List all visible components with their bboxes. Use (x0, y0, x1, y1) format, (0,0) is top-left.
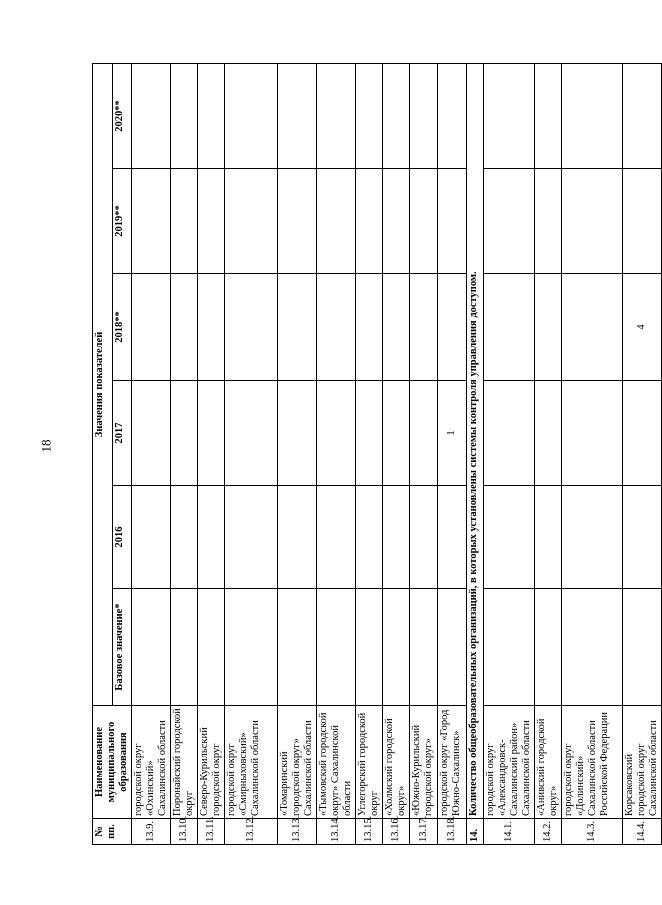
header-col-2017: 2017 (112, 381, 132, 486)
table-row (317, 63, 356, 844)
table-row (562, 63, 623, 844)
row-number: 13.15. (356, 819, 383, 845)
value-cell (225, 169, 278, 274)
municipality-name: Углегорский городской округ (356, 706, 383, 819)
value-cell (623, 589, 662, 706)
value-cell (132, 63, 171, 168)
table-row (383, 63, 410, 844)
value-cell (278, 589, 317, 706)
table-row (410, 63, 438, 844)
table-row (438, 63, 467, 844)
header-name: Наименование муниципального образования (93, 706, 132, 819)
header-col-2018: 2018** (112, 274, 132, 381)
value-cell (356, 486, 383, 589)
page-number: 18 (38, 439, 54, 453)
value-cell (356, 274, 383, 381)
value-cell (171, 63, 198, 168)
header-col-2019: 2019** (112, 169, 132, 274)
value-cell (410, 63, 438, 168)
value-cell (278, 381, 317, 486)
row-number: 13.13. (278, 819, 317, 845)
value-cell (535, 274, 562, 381)
table-row (623, 63, 662, 844)
municipality-name: «Южно-Курильский городской округ» (410, 706, 438, 819)
value-cell (438, 169, 467, 274)
value-cell (623, 63, 662, 168)
value-cell (171, 486, 198, 589)
municipality-name: «Тымовский городской округ» Сахалинской области (317, 706, 356, 819)
value-cell (562, 274, 623, 381)
municipality-name: городской округ «Александровск-Сахалинский район» Сахалинской области (484, 706, 535, 819)
value-cell (410, 381, 438, 486)
value-cell (438, 274, 467, 381)
value-cell (198, 63, 225, 168)
municipality-name: «Анивский городской округ» (535, 706, 562, 819)
municipality-name: Корсаковский городской округ Сахалинской области (623, 706, 662, 819)
row-number: 13.12. (225, 819, 278, 845)
value-cell (562, 589, 623, 706)
value-cell (132, 274, 171, 381)
value-cell (562, 486, 623, 589)
row-number: 13.18. (438, 819, 467, 845)
row-number: 13.16. (383, 819, 410, 845)
municipality-name: городской округ «Охинский» Сахалинской области (132, 706, 171, 819)
header-col-2020: 2020** (112, 63, 132, 168)
value-cell (132, 589, 171, 706)
value-cell (562, 169, 623, 274)
value-cell (278, 169, 317, 274)
value-cell (383, 381, 410, 486)
table-row (484, 63, 535, 844)
value-cell (438, 63, 467, 168)
value-cell (171, 381, 198, 486)
municipality-name: «Холмский городской округ» (383, 706, 410, 819)
row-number: 14.1. (484, 819, 535, 845)
row-number: 13.9. (132, 819, 171, 845)
table-row (225, 63, 278, 844)
value-cell (198, 274, 225, 381)
value-cell (438, 589, 467, 706)
value-cell (198, 381, 225, 486)
value-cell (356, 589, 383, 706)
value-cell (383, 63, 410, 168)
indicator-table (92, 63, 662, 845)
table-row (535, 63, 562, 844)
value-cell (317, 63, 356, 168)
table-row (171, 63, 198, 844)
rotated-table-container (92, 64, 659, 845)
value-cell: 1 (438, 381, 467, 486)
row-number: 13.14. (317, 819, 356, 845)
value-cell (410, 274, 438, 381)
value-cell (278, 274, 317, 381)
value-cell (562, 381, 623, 486)
value-cell (278, 63, 317, 168)
value-cell (317, 274, 356, 381)
row-number: 14.3. (562, 819, 623, 845)
value-cell (535, 169, 562, 274)
value-cell (317, 486, 356, 589)
municipality-name: Северо-Курильский городской округ (198, 706, 225, 819)
value-cell (484, 381, 535, 486)
value-cell (225, 274, 278, 381)
value-cell (623, 486, 662, 589)
table-row (356, 63, 383, 844)
value-cell (198, 589, 225, 706)
value-cell (410, 486, 438, 589)
value-cell (278, 486, 317, 589)
value-cell (438, 486, 467, 589)
value-cell (623, 169, 662, 274)
value-cell (225, 486, 278, 589)
value-cell (484, 486, 535, 589)
value-cell (171, 274, 198, 381)
value-cell (484, 169, 535, 274)
value-cell (317, 169, 356, 274)
value-cell (317, 589, 356, 706)
value-cell (356, 63, 383, 168)
municipality-name: «Томаринский городской округ» Сахалинской области (278, 706, 317, 819)
value-cell (535, 63, 562, 168)
value-cell (484, 274, 535, 381)
value-cell (356, 169, 383, 274)
table-row (278, 63, 317, 844)
value-cell (317, 381, 356, 486)
value-cell (225, 589, 278, 706)
table-row (132, 63, 171, 844)
value-cell (356, 381, 383, 486)
value-cell (535, 381, 562, 486)
section-title: Количество общеобразовательных организаций, в которых установлены системы контроля управления доступом. (467, 63, 484, 818)
value-cell (535, 486, 562, 589)
value-cell: 4 (623, 274, 662, 381)
municipality-name: городской округ «Смирныховский» Сахалинской области (225, 706, 278, 819)
value-cell (225, 381, 278, 486)
header-col-base: Базовое значение* (112, 589, 132, 706)
value-cell (171, 169, 198, 274)
value-cell (410, 589, 438, 706)
value-cell (535, 589, 562, 706)
row-number: 13.10. (171, 819, 198, 845)
value-cell (484, 63, 535, 168)
header-group: Значения показателей (93, 63, 113, 705)
value-cell (132, 381, 171, 486)
value-cell (383, 486, 410, 589)
header-num: № пп. (93, 819, 132, 845)
value-cell (410, 169, 438, 274)
value-cell (198, 169, 225, 274)
value-cell (171, 589, 198, 706)
header-col-2016: 2016 (112, 486, 132, 589)
value-cell (132, 486, 171, 589)
row-number: 14.4. (623, 819, 662, 845)
value-cell (562, 63, 623, 168)
row-number: 13.11. (198, 819, 225, 845)
row-number: 14.2. (535, 819, 562, 845)
section-num: 14. (467, 819, 484, 845)
value-cell (383, 169, 410, 274)
value-cell (383, 589, 410, 706)
value-cell (484, 589, 535, 706)
value-cell (623, 381, 662, 486)
municipality-name: Поронайский городской округ (171, 706, 198, 819)
value-cell (198, 486, 225, 589)
row-number: 13.17. (410, 819, 438, 845)
municipality-name: городской округ «Долинский» Сахалинской области Российской Федерации (562, 706, 623, 819)
value-cell (132, 169, 171, 274)
table-row (198, 63, 225, 844)
value-cell (383, 274, 410, 381)
municipality-name: городской округ «Город Южно-Сахалинск» (438, 706, 467, 819)
value-cell (225, 63, 278, 168)
